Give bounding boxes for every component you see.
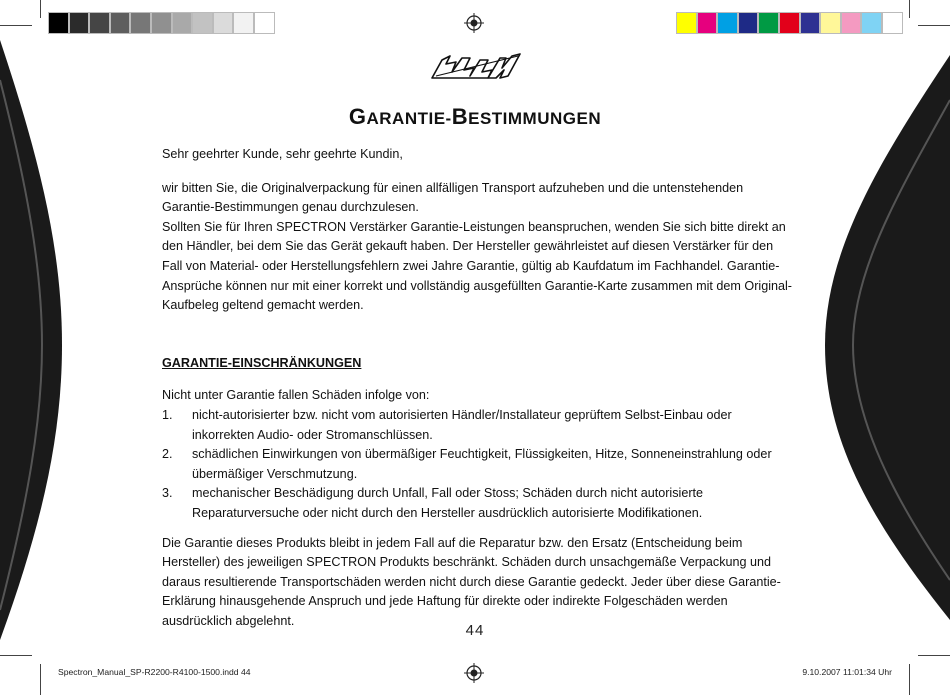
- gray-swatch: [254, 12, 275, 34]
- left-decorative-shape: [0, 40, 75, 655]
- crop-mark: [0, 655, 32, 656]
- registration-mark-icon: [464, 13, 484, 33]
- right-decorative-shape: [825, 40, 950, 655]
- gray-swatch: [110, 12, 131, 34]
- gray-swatch: [213, 12, 234, 34]
- spectron-logo-icon: [430, 52, 522, 82]
- crop-mark: [918, 655, 950, 656]
- footer-timestamp: 9.10.2007 11:01:34 Uhr: [802, 667, 892, 677]
- gray-swatch: [48, 12, 69, 34]
- exclusions-list: [162, 406, 792, 524]
- color-swatch: [738, 12, 759, 34]
- color-swatch: [820, 12, 841, 34]
- gray-swatch: [89, 12, 110, 34]
- gray-swatch: [172, 12, 193, 34]
- intro-paragraph: wir bitten Sie, die Originalverpackung für einen allfälligen Transport aufzuheben und die untenstehenden Garantie-Bestimmungen genau durchzulesen.: [162, 180, 744, 215]
- footer-filename: Spectron_Manual_SP-R2200-R4100-1500.indd 44: [58, 667, 251, 677]
- color-swatch: [697, 12, 718, 34]
- list-item: 2. schädlichen Einwirkungen von übermäßiger Feuchtigkeit, Flüssigkeiten, Hitze, Sonneneinstrahlung oder übermäßiger Verschmutzung.: [162, 447, 772, 481]
- color-bar: [676, 12, 903, 34]
- gray-swatch: [233, 12, 254, 34]
- crop-mark: [918, 25, 950, 26]
- grayscale-bar: [48, 12, 275, 34]
- closing-paragraph: Die Garantie dieses Produkts bleibt in jedem Fall auf die Reparatur bzw. den Ersatz (Entscheidung beim Hersteller) des jeweiligen SPECTRON Produkts beschränkt. Schäden durch unsachgemäße Verpackung und daraus resultierende Transportschäden werden nicht durch diese Garantie gedeckt. Jeder über diese Garantie-Erklärung hinausgehende Anspruch und jede Haftung für direkte oder indirekte Folgeschäden werden ausdrücklich abgelehnt.: [162, 535, 781, 628]
- color-swatch: [800, 12, 821, 34]
- gray-swatch: [130, 12, 151, 34]
- crop-mark: [40, 664, 41, 695]
- crop-mark: [40, 0, 41, 18]
- list-item: 1. nicht-autorisierter bzw. nicht vom autorisierten Händler/Installateur geprüftem Selbst-Einbau oder inkorrekten Audio- oder Stromanschlüssen.: [162, 407, 732, 442]
- crop-mark: [909, 664, 910, 695]
- page-number: 44: [465, 622, 485, 639]
- color-swatch: [779, 12, 800, 34]
- claims-paragraph: Sollten Sie für Ihren SPECTRON Verstärker Garantie-Leistungen beanspruchen, wenden Sie sich bitte direkt an den Händler, bei dem Sie das Gerät gekauft haben. Der Hersteller gewährleistet auf diesen Verstärker für den Fall von Material- oder Herstellungsfehlern zwei Jahre Garantie, gültig ab Kaufdatum im Fachhandel. Garantie-Ansprüche können nur mit einer korrekt und vollständig ausgefüllten Garantie-Karte zusammen mit dem Original-Kaufbeleg geltend gemacht werden.: [162, 219, 792, 313]
- gray-swatch: [151, 12, 172, 34]
- color-swatch: [717, 12, 738, 34]
- color-swatch: [841, 12, 862, 34]
- section-heading: GARANTIE-EINSCHRÄNKUNGEN: [162, 355, 362, 370]
- color-swatch: [861, 12, 882, 34]
- greeting: Sehr geehrter Kunde, sehr geehrte Kundin,: [162, 147, 403, 161]
- color-swatch: [676, 12, 697, 34]
- color-swatch: [758, 12, 779, 34]
- gray-swatch: [192, 12, 213, 34]
- crop-mark: [0, 25, 32, 26]
- registration-mark-icon: [464, 663, 484, 683]
- color-swatch: [882, 12, 903, 34]
- gray-swatch: [69, 12, 90, 34]
- crop-mark: [909, 0, 910, 18]
- list-item: 3. mechanischer Beschädigung durch Unfall, Fall oder Stoss; Schäden durch nicht autorisierte Reparaturversuche oder nicht durch den Hersteller ausdrücklich autorisierte Modifikationen.: [162, 486, 704, 520]
- page-title: GARANTIE-BESTIMMUNGEN: [348, 104, 602, 129]
- list-intro: Nicht unter Garantie fallen Schäden infolge von:: [162, 388, 430, 403]
- warranty-text: [162, 145, 792, 631]
